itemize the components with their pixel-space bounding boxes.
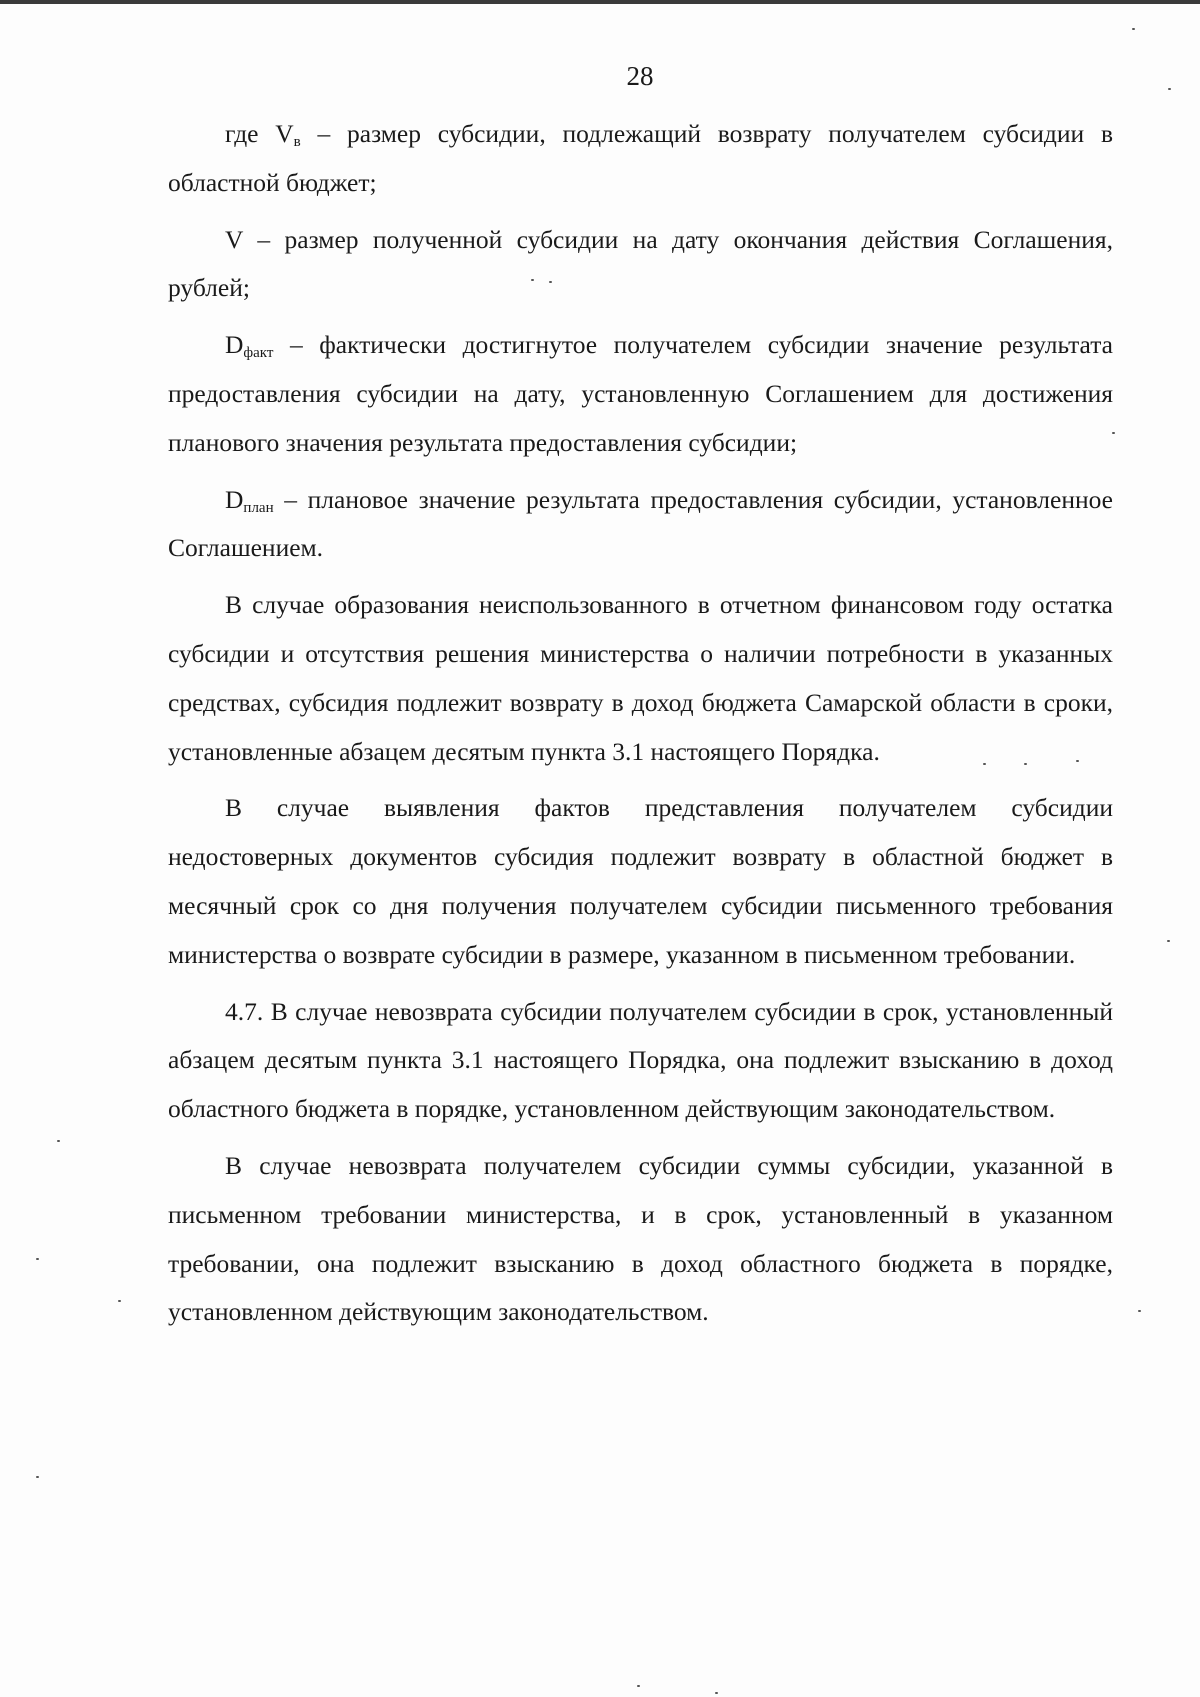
paragraph-unused-balance: В случае образования неиспользованного в отчетном финансовом году остатка субсидии и отсутствия решения министерства о наличии потребности в указанных средствах, субсидия подлежит возврату в доход бюджета Самарской области в сроки, установленные абзацем десятым пункта 3.1 настоящего Порядка. [168,590,1113,766]
paragraph-definition-v: V – размер полученной субсидии на дату окончания действия Соглашения, рублей; [168,224,1113,303]
paragraph-false-documents: В случае выявления фактов представления получателем субсидии недостоверных документов субсидия подлежит возврату в областной бюджет в месячный срок со дня получения получателем субсидии письменного требования министерства о возврате субсидии в размере, указанном в письменном требовании. [168,793,1113,969]
scan-speck [36,1258,39,1260]
document-body [168,110,1113,1337]
paragraph-4-7-nonreturn: 4.7. В случае невозврата субсидии получателем субсидии в срок, установленный абзацем десятым пункта 3.1 настоящего Порядка, она подлежит взысканию в доход областного бюджета в порядке, установленном действующим законодательством. [168,996,1113,1124]
scan-speck [531,279,534,281]
paragraph-nonreturn-demand: В случае невозврата получателем субсидии суммы субсидии, указанной в письменном требовании министерства, и в срок, установленный в указанном требовании, она подлежит взысканию в доход областного бюджета в порядке, установленном действующим законодательством. [168,1150,1113,1327]
paragraph-definition-dfakt: $D_{факт}$ – фактически достигнутое получателем субсидии значение результата предоставления субсидии на дату, установленную Соглашением для достижения планового значения результата предоставления субсидии; [168,330,1113,457]
scan-speck [983,763,986,765]
scan-speck [549,281,552,283]
scan-speck [118,1300,121,1302]
scan-speck [1138,1310,1141,1312]
scan-speck [1112,432,1115,434]
scan-speck [36,1476,39,1478]
scan-speck [1132,28,1135,30]
scan-speck [1076,760,1079,762]
scan-top-edge [0,0,1200,4]
scan-speck [637,1685,640,1687]
paragraph-definition-dplan: $D_{план}$ – плановое значение результата предоставления субсидии, установленное Соглашением. [168,484,1113,563]
page-number: 28 [626,61,654,91]
scan-speck [1168,88,1171,90]
scan-speck [715,1692,718,1694]
paragraph-definition-vv: где $V_в$ – размер субсидии, подлежащий возврату получателем субсидии в областной бюджет; [168,119,1113,197]
scan-speck [57,1140,60,1142]
scan-speck [1167,940,1170,942]
scan-speck [1024,763,1027,765]
